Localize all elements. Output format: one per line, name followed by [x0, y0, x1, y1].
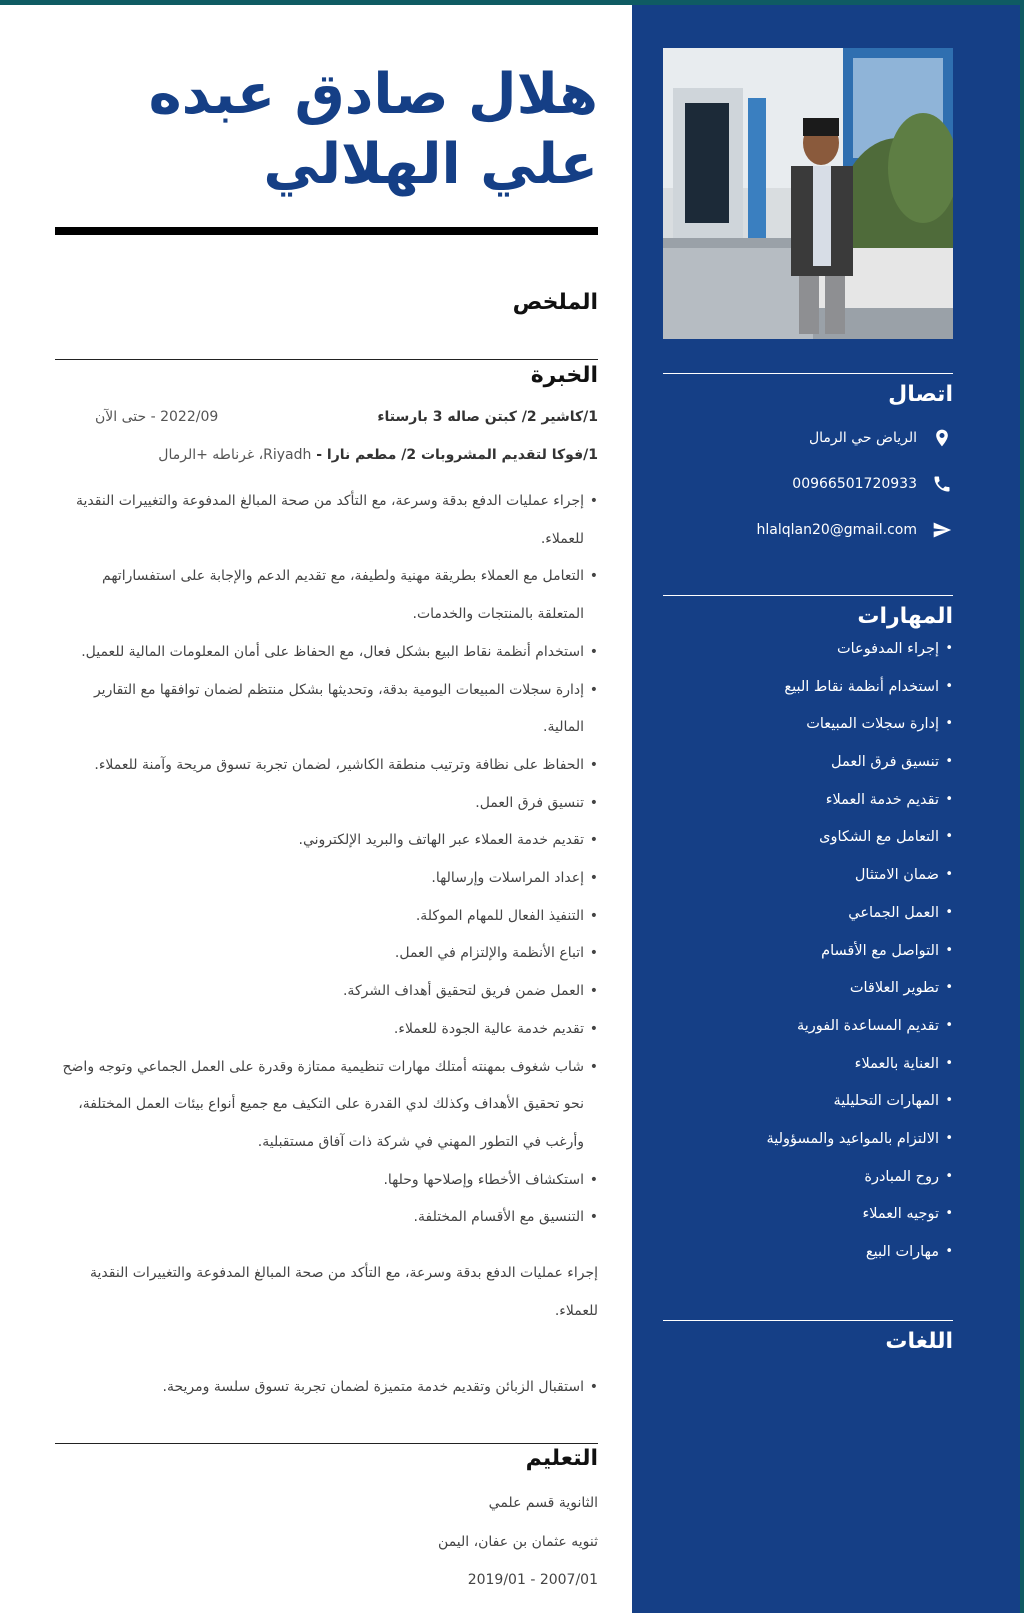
- job-employer: 1/فوكا لتقديم المشروبات 2/ مطعم نارا -: [311, 447, 598, 463]
- job-header: [55, 409, 598, 425]
- contact-section: [663, 373, 953, 553]
- skill-item: • إدارة سجلات المبيعات: [663, 712, 953, 750]
- send-icon: [931, 519, 953, 541]
- skill-item: • العناية بالعملاء: [663, 1052, 953, 1090]
- languages-title: اللغات: [885, 1329, 953, 1354]
- contact-phone-text: 00966501720933: [792, 476, 917, 492]
- experience-bullet: • التنسيق مع الأقسام المختلفة.: [55, 1199, 598, 1237]
- job-date: 2022/09 - حتى الآن: [95, 409, 219, 425]
- experience-divider: [55, 359, 598, 360]
- experience-bullets-extra: [55, 1369, 598, 1407]
- skills-section: [663, 595, 953, 1278]
- sidebar: [632, 5, 1020, 1613]
- experience-bullet: • شاب شغوف بمهنته أمتلك مهارات تنظيمية ممتازة وقدرة على العمل الجماعي وتوجه واضح نحو تحقيق الأهداف وكذلك لدي القدرة على التكيف مع جميع أنواع بيئات العمل المختلفة، وأرغب في التطور المهني في شركة ذات آفاق مستقبلية.: [55, 1049, 598, 1162]
- phone-icon: [931, 473, 953, 495]
- skill-item: • توجيه العملاء: [663, 1202, 953, 1240]
- experience-bullet: • التنفيذ الفعال للمهام الموكلة.: [55, 898, 598, 936]
- experience-bullets: [55, 483, 598, 1237]
- experience-bullet: • إجراء عمليات الدفع بدقة وسرعة، مع التأكد من صحة المبالغ المدفوعة والتغييرات النقدية للعملاء.: [55, 483, 598, 558]
- contact-address: [663, 415, 953, 461]
- experience-bullet: • استخدام أنظمة نقاط البيع بشكل فعال، مع الحفاظ على أمان المعلومات المالية للعميل.: [55, 634, 598, 672]
- location-pin-icon: [931, 427, 953, 449]
- skill-item: • الالتزام بالمواعيد والمسؤولية: [663, 1127, 953, 1165]
- contact-email: [663, 507, 953, 553]
- education-divider: [55, 1443, 598, 1444]
- skill-item: • العمل الجماعي: [663, 901, 953, 939]
- skill-item: • التعامل مع الشكاوى: [663, 825, 953, 863]
- experience-bullet: • اتباع الأنظمة والإلتزام في العمل.: [55, 935, 598, 973]
- skill-item: • روح المبادرة: [663, 1165, 953, 1203]
- skill-item: • ضمان الامتثال: [663, 863, 953, 901]
- education-degree: الثانوية قسم علمي: [488, 1495, 598, 1511]
- experience-bullet: • تقديم خدمة عالية الجودة للعملاء.: [55, 1011, 598, 1049]
- experience-bullet: • تقديم خدمة العملاء عبر الهاتف والبريد الإلكتروني.: [55, 822, 598, 860]
- experience-bullet: • استقبال الزبائن وتقديم خدمة متميزة لضمان تجربة تسوق سلسة ومريحة.: [55, 1369, 598, 1407]
- contact-address-text: الرياض حي الرمال: [808, 430, 917, 446]
- experience-paragraph: إجراء عمليات الدفع بدقة وسرعة، مع التأكد من صحة المبالغ المدفوعة والتغييرات النقدية للعملاء.: [90, 1265, 598, 1319]
- skill-item: • تنسيق فرق العمل: [663, 750, 953, 788]
- education-title: التعليم: [525, 1446, 598, 1471]
- skill-item: • تطوير العلاقات: [663, 976, 953, 1014]
- experience-bullet: • إدارة سجلات المبيعات اليومية بدقة، وتحديثها بشكل منتظم لضمان توافقها مع التقارير المالية.: [55, 672, 598, 747]
- job-location: Riyadh، غرناطه +الرمال: [158, 447, 312, 463]
- languages-section: [663, 1320, 953, 1354]
- education-school: ثنويه عثمان بن عفان، اليمن: [438, 1534, 598, 1550]
- skills-title: المهارات: [857, 604, 953, 629]
- person-name: هلال صادق عبده علي الهلالي: [148, 62, 598, 197]
- summary-title: الملخص: [512, 290, 598, 315]
- skill-item: • استخدام أنظمة نقاط البيع: [663, 675, 953, 713]
- skill-item: • المهارات التحليلية: [663, 1089, 953, 1127]
- experience-bullet: • تنسيق فرق العمل.: [55, 785, 598, 823]
- experience-bullet: • العمل ضمن فريق لتحقيق أهداف الشركة.: [55, 973, 598, 1011]
- right-edge-band: [1020, 0, 1024, 1613]
- skill-item: • تقديم خدمة العملاء: [663, 788, 953, 826]
- contact-title: اتصال: [888, 382, 953, 407]
- skill-item: • تقديم المساعدة الفورية: [663, 1014, 953, 1052]
- experience-title: الخبرة: [530, 363, 598, 388]
- job-title: 1/كاشير 2/ كبتن صاله 3 بارستاء: [377, 409, 598, 425]
- contact-email-text: hlalqlan20@gmail.com: [756, 522, 917, 538]
- profile-photo: [663, 48, 953, 339]
- experience-bullet: • التعامل مع العملاء بطريقة مهنية ولطيفة، مع تقديم الدعم والإجابة على استفساراتهم المتعلقة بالمنتجات والخدمات.: [55, 558, 598, 633]
- skill-item: • إجراء المدفوعات: [663, 637, 953, 675]
- skills-list: [663, 637, 953, 1278]
- contact-phone: [663, 461, 953, 507]
- job-employer-line: [55, 447, 598, 463]
- skill-item: • التواصل مع الأقسام: [663, 939, 953, 977]
- experience-bullet: • الحفاظ على نظافة وترتيب منطقة الكاشير، لضمان تجربة تسوق مريحة وآمنة للعملاء.: [55, 747, 598, 785]
- name-divider: [55, 227, 598, 235]
- experience-bullet: • استكشاف الأخطاء وإصلاحها وحلها.: [55, 1162, 598, 1200]
- skill-item: • مهارات البيع: [663, 1240, 953, 1278]
- education-dates: 2007/01 - 2019/01: [467, 1572, 598, 1588]
- experience-bullet: • إعداد المراسلات وإرسالها.: [55, 860, 598, 898]
